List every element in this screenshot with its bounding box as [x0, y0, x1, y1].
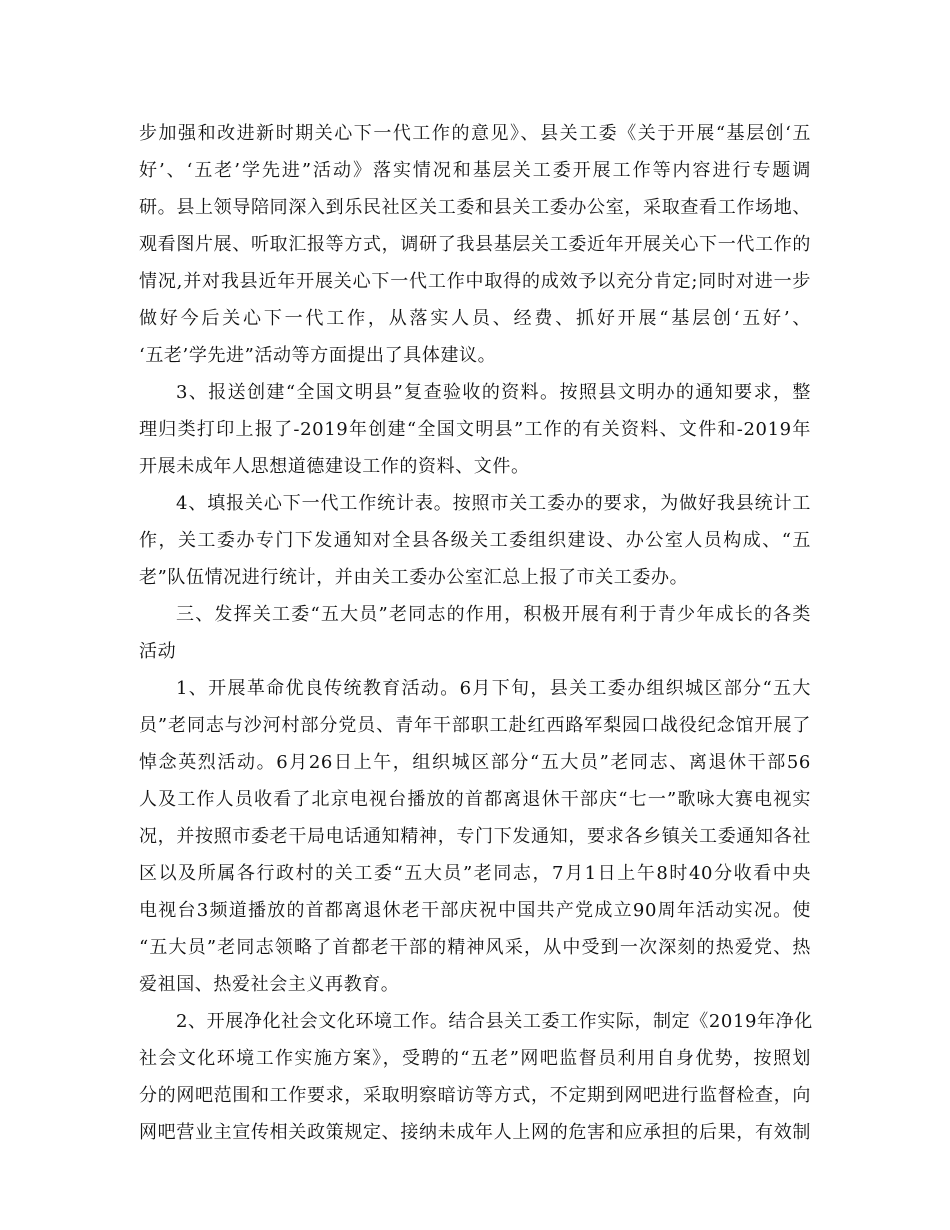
text-line: 研。县上领导陪同深入到乐民社区关工委和县关工委办公室，采取查看工作场地、 — [139, 197, 811, 218]
text-line: 悼念英烈活动。6月26日上午，组织城区部分“五大员”老同志、离退休干部56 — [139, 752, 811, 773]
section-heading-continued: 活动 — [139, 641, 177, 662]
text-line: 社会文化环境工作实施方案》，受聘的“五老”网吧监督员利用自身优势，按照划 — [139, 1048, 811, 1069]
paragraph-first-line: 4、填报关心下一代工作统计表。按照市关工委办的要求，为做好我县统计工 — [176, 493, 811, 514]
text-line: 网吧营业主宣传相关政策规定、接纳未成年人上网的危害和应承担的后果，有效制 — [139, 1122, 811, 1143]
text-line: 老”队伍情况进行统计，并由关工委办公室汇总上报了市关工委办。 — [139, 567, 689, 588]
text-line: 分的网吧范围和工作要求，采取明察暗访等方式，不定期到网吧进行监督检查，向 — [139, 1085, 811, 1106]
paragraph-first-line: 1、开展革命优良传统教育活动。6月下旬，县关工委办组织城区部分“五大 — [176, 678, 811, 699]
paragraph-first-line: 3、报送创建“全国文明县”复查验收的资料。按照县文明办的通知要求，整 — [176, 382, 811, 403]
text-line: 情况,并对我县近年开展关心下一代工作中取得的成效予以充分肯定;同时对进一步 — [139, 271, 811, 292]
section-heading: 三、发挥关工委“五大员”老同志的作用，积极开展有利于青少年成长的各类 — [176, 604, 811, 625]
text-line: 电视台3频道播放的首都离退休老干部庆祝中国共产党成立90周年活动实况。使 — [139, 900, 811, 921]
text-line: 区以及所属各行政村的关工委“五大员”老同志，7月1日上午8时40分收看中央 — [139, 863, 811, 884]
text-line: 人及工作人员收看了北京电视台播放的首都离退休干部庆“七一”歌咏大赛电视实 — [139, 789, 811, 810]
text-line: 观看图片展、听取汇报等方式，调研了我县基层关工委近年开展关心下一代工作的 — [139, 234, 811, 255]
paragraph-first-line: 2、开展净化社会文化环境工作。结合县关工委工作实际，制定《2019年净化 — [176, 1011, 813, 1032]
text-line: 理归类打印上报了-2019年创建“全国文明县”工作的有关资料、文件和-2019年 — [139, 419, 811, 440]
text-line: 开展未成年人思想道德建设工作的资料、文件。 — [139, 456, 530, 477]
text-line: 员”老同志与沙河村部分党员、青年干部职工赴红西路军梨园口战役纪念馆开展了 — [139, 715, 811, 736]
text-line: “五大员”老同志领略了首都老干部的精神风采，从中受到一次深刻的热爱党、热 — [139, 937, 811, 958]
text-line: 步加强和改进新时期关心下一代工作的意见》、县关工委《关于开展“基层创‘五 — [139, 123, 811, 144]
text-line: 做好今后关心下一代工作，从落实人员、经费、抓好开展“基层创‘五好’、 — [139, 308, 811, 329]
text-line: 况，并按照市委老干局电话通知精神，专门下发通知，要求各乡镇关工委通知各社 — [139, 826, 811, 847]
text-line: ‘五老’学先进”活动等方面提出了具体建议。 — [139, 345, 497, 366]
text-line: 作，关工委办专门下发通知对全县各级关工委组织建设、办公室人员构成、“五 — [139, 530, 811, 551]
text-line: 好’、‘五老’学先进”活动》落实情况和基层关工委开展工作等内容进行专题调 — [139, 160, 811, 181]
text-line: 爱祖国、热爱社会主义再教育。 — [139, 974, 400, 995]
